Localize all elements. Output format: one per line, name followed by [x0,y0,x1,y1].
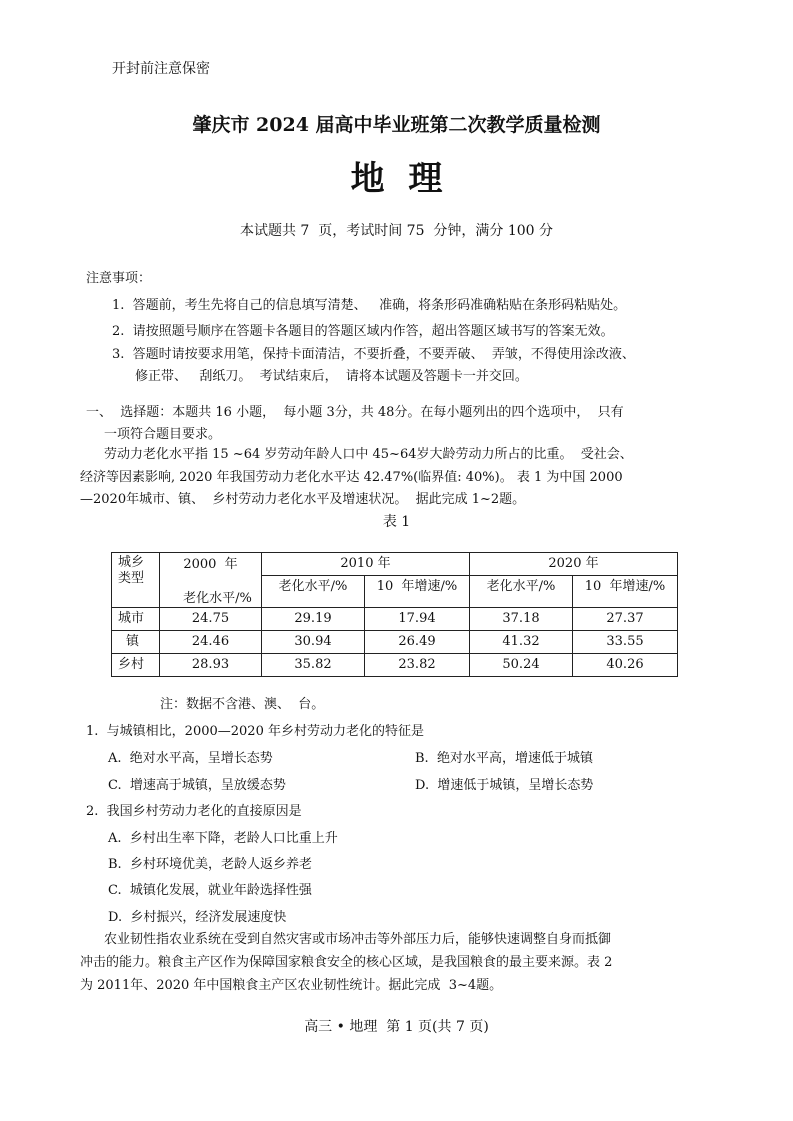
data-table [111,552,678,677]
sub-level-2010: 老化水平/% [262,576,365,608]
table-row [112,608,678,631]
cell-value: 37.18 [470,608,573,631]
row-type: 镇 [112,631,160,654]
sub-growth-2010: 10 年增速/% [365,576,470,608]
subject-title: 地 理 [350,159,443,199]
cell-value: 24.75 [160,608,262,631]
row-type: 城市 [112,608,160,631]
table-note: 注：数据不含港、澳、 台。 [160,697,325,712]
passage-line: 农业韧性指农业系统在受到自然灾害或市场冲击等外部压力后，能够快速调整自身而抵御 [104,932,612,947]
question-stem: 2. 我国乡村劳动力老化的直接原因是 [86,804,302,819]
exam-info: 本试题共 7 页，考试时间 75 分钟，满分 100 分 [239,223,554,239]
corner-label: 城乡 [118,555,145,570]
col-2000-label: 2000 年 [183,557,238,572]
cell-value: 29.19 [262,608,365,631]
exam-title: 肇庆市 2024 届高中毕业班第二次教学质量检测 [192,114,601,136]
passage-line: —2020年城市、镇、 乡村劳动力老化水平及增速状况。 据此完成 1~2题。 [80,492,526,507]
cell-value: 26.49 [365,631,470,654]
passage-line: 经济等因素影响, 2020 年我国劳动力老化水平达 42.47%(临界值: 40%)。 表 1 为中国 2000 [80,470,623,485]
passage-line: 劳动力老化水平指 15 ~64 岁劳动年龄人口中 45~64岁大龄劳动力所占的比重。 受社会、 [104,447,633,462]
passage-line: 为 2011年、2020 年中国粮食主产区农业韧性统计。据此完成 3~4题。 [80,978,503,993]
cell-value: 23.82 [365,654,470,677]
cell-value: 40.26 [573,654,678,677]
sub-level-2020: 老化水平/% [470,576,573,608]
question-stem: 1. 与城镇相比，2000—2020 年乡村劳动力老化的特征是 [86,724,424,739]
option-b[interactable]: B. 绝对水平高，增速低于城镇 [415,751,593,766]
corner-cell [112,553,160,608]
confidential-notice: 开封前注意保密 [112,61,210,77]
instruction-item: 3. 答题时请按要求用笔，保持卡面清洁，不要折叠，不要弄破、 弄皱，不得使用涂改液、 [112,347,635,362]
cell-value: 24.46 [160,631,262,654]
cell-value: 30.94 [262,631,365,654]
table-row [112,654,678,677]
option-d[interactable]: D. 乡村振兴，经济发展速度快 [108,910,287,925]
option-a[interactable]: A. 绝对水平高，呈增长态势 [108,751,273,766]
year-2010-header: 2010 年 [262,553,470,576]
option-c[interactable]: C. 城镇化发展，就业年龄选择性强 [108,883,312,898]
page-footer: 高三 • 地理 第 1 页(共 7 页) [304,1019,489,1035]
cell-value: 35.82 [262,654,365,677]
table-caption: 表 1 [382,514,411,530]
passage-line: 冲击的能力。粮食主产区作为保障国家粮食安全的核心区域，是我国粮食的最主要来源。表 2 [80,955,613,970]
cell-value: 28.93 [160,654,262,677]
instruction-item: 修正带、 刮纸刀。 考试结束后， 请将本试题及答题卡一并交回。 [135,369,528,384]
cell-value: 33.55 [573,631,678,654]
year-2020-header: 2020 年 [470,553,678,576]
col-2000-unit: 老化水平/% [183,591,252,606]
option-c[interactable]: C. 增速高于城镇，呈放缓态势 [108,778,286,793]
cell-value: 50.24 [470,654,573,677]
table-header-row [112,553,678,576]
col-2000-header [160,553,262,608]
table-row [112,631,678,654]
instruction-item: 1. 答题前，考生先将自己的信息填写清楚、 准确，将条形码准确粘贴在条形码粘贴处。 [112,298,627,313]
row-type: 乡村 [112,654,160,677]
corner-label: 类型 [118,571,145,586]
option-d[interactable]: D. 增速低于城镇，呈增长态势 [415,778,594,793]
instructions-heading: 注意事项： [86,271,152,286]
cell-value: 41.32 [470,631,573,654]
cell-value: 17.94 [365,608,470,631]
instruction-item: 2. 请按照题号顺序在答题卡各题目的答题区域内作答，超出答题区域书写的答案无效。 [112,324,614,339]
section-heading: 一、 选择题：本题共 16 小题， 每小题 3分，共 48分。在每小题列出的四个选项中， 只有 [86,405,624,420]
section-heading-cont: 一项符合题目要求。 [104,427,222,442]
cell-value: 27.37 [573,608,678,631]
option-b[interactable]: B. 乡村环境优美，老龄人返乡养老 [108,857,312,872]
sub-growth-2020: 10 年增速/% [573,576,678,608]
option-a[interactable]: A. 乡村出生率下降，老龄人口比重上升 [108,831,338,846]
